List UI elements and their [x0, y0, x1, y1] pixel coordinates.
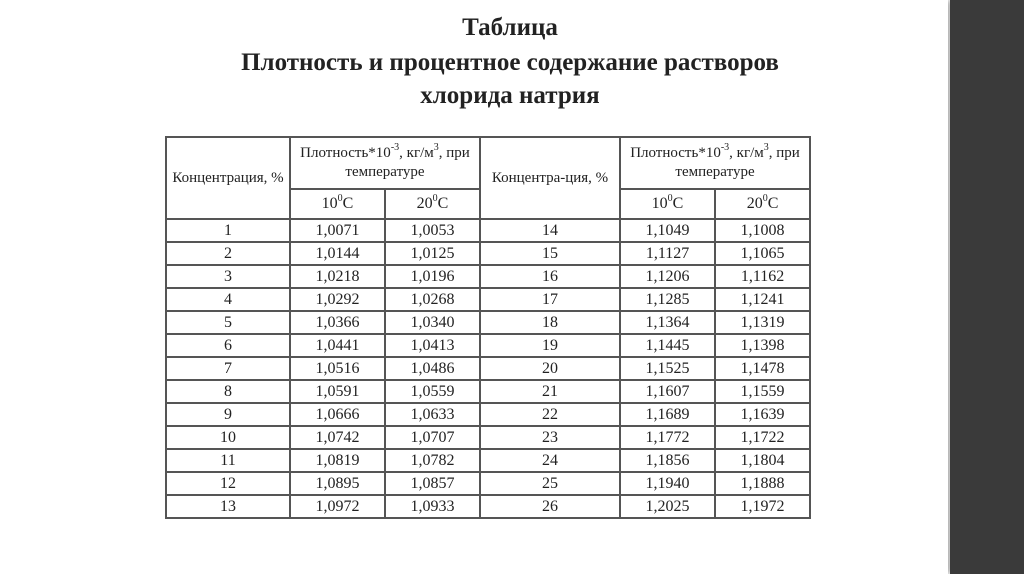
- cell-concentration-left: 4: [166, 288, 290, 311]
- header-temp-10-right: [620, 189, 715, 219]
- cell-density-10-left: 1,0895: [290, 472, 385, 495]
- cell-concentration-left: 6: [166, 334, 290, 357]
- cell-concentration-left: 3: [166, 265, 290, 288]
- temp-unit: С: [767, 195, 779, 212]
- cell-concentration-right: 24: [480, 449, 620, 472]
- cell-concentration-right: 23: [480, 426, 620, 449]
- cell-density-10-left: 1,0144: [290, 242, 385, 265]
- cell-density-10-left: 1,0666: [290, 403, 385, 426]
- header-concentration-left: [166, 137, 290, 219]
- cell-density-10-left: 1,0366: [290, 311, 385, 334]
- temp-10-value: 10: [651, 195, 668, 212]
- header-density-temp-label: , при температуре: [345, 145, 470, 180]
- temp-unit: С: [672, 195, 684, 212]
- cell-concentration-right: 26: [480, 495, 620, 518]
- cell-density-20-right: 1,1241: [715, 288, 810, 311]
- table-row: [166, 403, 810, 426]
- table-row: [166, 311, 810, 334]
- cell-density-10-left: 1,0218: [290, 265, 385, 288]
- cell-density-20-right: 1,1559: [715, 380, 810, 403]
- cell-density-10-right: 1,1127: [620, 242, 715, 265]
- cell-concentration-right: 16: [480, 265, 620, 288]
- header-concentration-right: [480, 137, 620, 219]
- table-row: [166, 426, 810, 449]
- header-density-unit-right: , кг/м: [729, 145, 764, 161]
- cell-density-20-left: 1,0053: [385, 219, 480, 242]
- cell-concentration-right: 14: [480, 219, 620, 242]
- cell-density-10-right: 1,1049: [620, 219, 715, 242]
- cell-concentration-left: 8: [166, 380, 290, 403]
- temp-10-value: 10: [321, 195, 338, 212]
- cell-density-20-right: 1,1639: [715, 403, 810, 426]
- cell-density-20-left: 1,0633: [385, 403, 480, 426]
- cell-density-10-right: 1,2025: [620, 495, 715, 518]
- table-row: [166, 495, 810, 518]
- cell-concentration-right: 18: [480, 311, 620, 334]
- cell-density-10-right: 1,1525: [620, 357, 715, 380]
- cell-concentration-left: 13: [166, 495, 290, 518]
- cell-density-20-right: 1,1478: [715, 357, 810, 380]
- cell-density-20-left: 1,0933: [385, 495, 480, 518]
- header-density-exp-right: -3: [720, 142, 730, 153]
- table-row: [166, 242, 810, 265]
- cell-density-10-right: 1,1364: [620, 311, 715, 334]
- cell-density-10-right: 1,1856: [620, 449, 715, 472]
- right-side-panel: [950, 0, 1024, 574]
- cell-density-20-right: 1,1888: [715, 472, 810, 495]
- cell-density-20-right: 1,1319: [715, 311, 810, 334]
- temp-degree: 0: [337, 192, 343, 204]
- cell-density-20-left: 1,0268: [385, 288, 480, 311]
- cell-density-10-right: 1,1940: [620, 472, 715, 495]
- cell-density-10-right: 1,1689: [620, 403, 715, 426]
- cell-density-20-right: 1,1804: [715, 449, 810, 472]
- cell-concentration-left: 12: [166, 472, 290, 495]
- cell-concentration-left: 7: [166, 357, 290, 380]
- cell-density-20-right: 1,1972: [715, 495, 810, 518]
- header-density-unit-exp: 3: [433, 142, 439, 153]
- table-row: [166, 265, 810, 288]
- table-row: [166, 472, 810, 495]
- cell-density-20-left: 1,0707: [385, 426, 480, 449]
- cell-density-20-left: 1,0196: [385, 265, 480, 288]
- header-concentration-right-text: Концентра-ция, %: [491, 169, 609, 186]
- cell-concentration-right: 25: [480, 472, 620, 495]
- cell-density-10-left: 1,0591: [290, 380, 385, 403]
- table-row: [166, 288, 810, 311]
- cell-density-10-left: 1,0516: [290, 357, 385, 380]
- cell-density-20-left: 1,0125: [385, 242, 480, 265]
- cell-concentration-right: 20: [480, 357, 620, 380]
- density-table: [165, 136, 811, 519]
- cell-density-20-left: 1,0413: [385, 334, 480, 357]
- cell-concentration-right: 22: [480, 403, 620, 426]
- header-temp-10-left: [290, 189, 385, 219]
- cell-density-10-left: 1,0441: [290, 334, 385, 357]
- cell-density-20-left: 1,0340: [385, 311, 480, 334]
- cell-density-20-left: 1,0486: [385, 357, 480, 380]
- table-row: [166, 357, 810, 380]
- cell-concentration-left: 10: [166, 426, 290, 449]
- header-density-right: [620, 137, 810, 189]
- cell-density-10-right: 1,1206: [620, 265, 715, 288]
- cell-density-20-right: 1,1398: [715, 334, 810, 357]
- header-temp-20-right: [715, 189, 810, 219]
- cell-density-10-left: 1,0742: [290, 426, 385, 449]
- cell-density-20-right: 1,1722: [715, 426, 810, 449]
- cell-density-10-left: 1,0819: [290, 449, 385, 472]
- cell-concentration-left: 9: [166, 403, 290, 426]
- temp-degree: 0: [432, 192, 438, 204]
- cell-density-10-right: 1,1607: [620, 380, 715, 403]
- header-density-label-right: Плотность*10: [630, 145, 721, 161]
- cell-concentration-right: 19: [480, 334, 620, 357]
- cell-density-20-left: 1,0782: [385, 449, 480, 472]
- cell-concentration-right: 21: [480, 380, 620, 403]
- cell-concentration-left: 11: [166, 449, 290, 472]
- cell-density-20-left: 1,0559: [385, 380, 480, 403]
- slide-title: Таблица: [462, 14, 558, 41]
- header-density-temp-label-right: , при температуре: [675, 145, 800, 180]
- cell-density-20-right: 1,1065: [715, 242, 810, 265]
- temp-unit: С: [342, 195, 354, 212]
- table-row: [166, 334, 810, 357]
- cell-density-10-left: 1,0972: [290, 495, 385, 518]
- cell-density-20-right: 1,1008: [715, 219, 810, 242]
- temp-degree: 0: [667, 192, 673, 204]
- cell-density-20-left: 1,0857: [385, 472, 480, 495]
- slide-subtitle-line2: хлорида натрия: [420, 82, 600, 109]
- cell-density-10-right: 1,1772: [620, 426, 715, 449]
- table-row: [166, 219, 810, 242]
- cell-concentration-right: 15: [480, 242, 620, 265]
- table-row: [166, 449, 810, 472]
- temp-20-value: 20: [746, 195, 763, 212]
- cell-density-10-right: 1,1285: [620, 288, 715, 311]
- cell-density-10-left: 1,0071: [290, 219, 385, 242]
- table-row: [166, 380, 810, 403]
- temp-unit: С: [437, 195, 449, 212]
- header-density-unit: , кг/м: [399, 145, 434, 161]
- table-body: [166, 219, 810, 518]
- header-density-unit-exp-right: 3: [763, 142, 769, 153]
- cell-concentration-left: 2: [166, 242, 290, 265]
- header-density-left: [290, 137, 480, 189]
- cell-concentration-left: 1: [166, 219, 290, 242]
- slide-subtitle-line1: Плотность и процентное содержание растворов: [241, 49, 779, 76]
- cell-concentration-right: 17: [480, 288, 620, 311]
- header-concentration-left-text: Концентрация, %: [172, 169, 284, 186]
- cell-density-10-left: 1,0292: [290, 288, 385, 311]
- header-density-exp: -3: [390, 142, 400, 153]
- header-temp-20-left: [385, 189, 480, 219]
- cell-density-10-right: 1,1445: [620, 334, 715, 357]
- temp-degree: 0: [762, 192, 768, 204]
- header-density-label: Плотность*10: [300, 145, 391, 161]
- cell-density-20-right: 1,1162: [715, 265, 810, 288]
- temp-20-value: 20: [416, 195, 433, 212]
- cell-concentration-left: 5: [166, 311, 290, 334]
